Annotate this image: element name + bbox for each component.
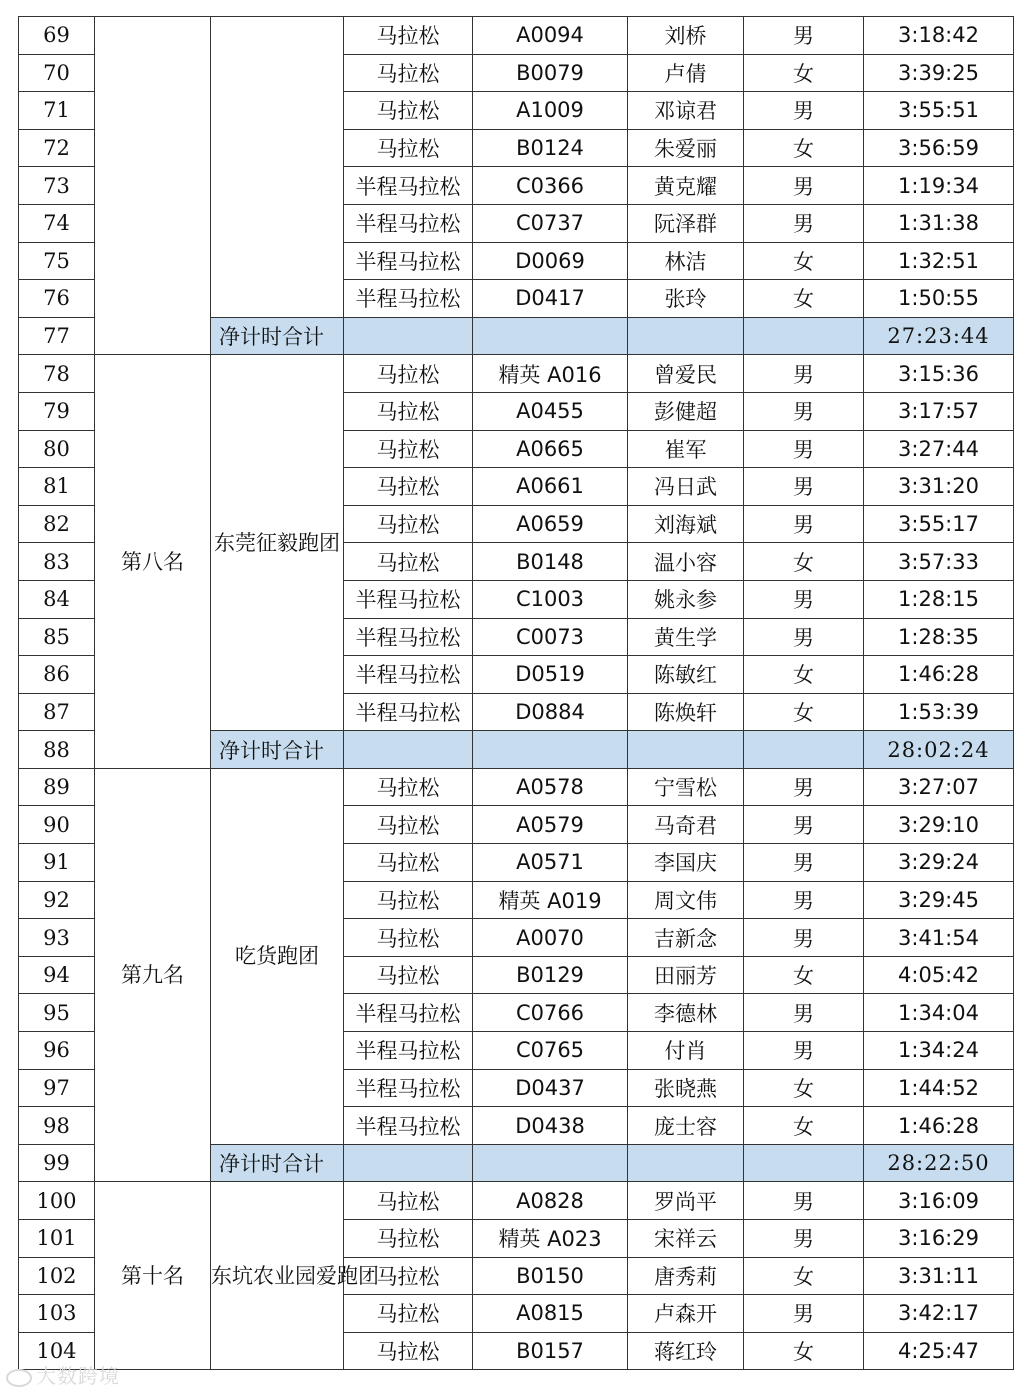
finish-time-cell: 1:28:15: [864, 580, 1014, 618]
runner-name-cell: 陈焕轩: [628, 693, 744, 731]
row-number-cell: 84: [19, 580, 95, 618]
bib-cell: B0150: [473, 1257, 628, 1295]
finish-time-cell: 1:31:38: [864, 204, 1014, 242]
runner-name-cell: 蒋红玲: [628, 1332, 744, 1370]
runner-name-cell: 刘海斌: [628, 505, 744, 543]
finish-time-cell: 3:16:29: [864, 1220, 1014, 1258]
event-cell: 马拉松: [344, 129, 473, 167]
finish-time-cell: 1:28:35: [864, 618, 1014, 656]
bib-cell: B0148: [473, 543, 628, 581]
event-cell: 马拉松: [344, 919, 473, 957]
bib-cell: A0659: [473, 505, 628, 543]
finish-time-cell: 3:57:33: [864, 543, 1014, 581]
rank-cell: 第八名: [95, 355, 211, 769]
empty-cell: [473, 731, 628, 769]
finish-time-cell: 1:32:51: [864, 242, 1014, 280]
finish-time-cell: 3:41:54: [864, 919, 1014, 957]
gender-cell: 男: [744, 392, 864, 430]
runner-name-cell: 唐秀莉: [628, 1257, 744, 1295]
runner-name-cell: 曾爱民: [628, 355, 744, 393]
weibo-logo-icon: [6, 1369, 32, 1387]
runner-name-cell: 田丽芳: [628, 956, 744, 994]
empty-cell: [344, 317, 473, 355]
gender-cell: 女: [744, 1332, 864, 1370]
event-cell: 半程马拉松: [344, 693, 473, 731]
row-number-cell: 91: [19, 844, 95, 882]
team-name-cell: 吃货跑团: [211, 768, 344, 1144]
table-row: [19, 768, 1014, 806]
bib-cell: D0519: [473, 656, 628, 694]
bib-cell: C0737: [473, 204, 628, 242]
bib-cell: A0455: [473, 392, 628, 430]
row-number-cell: 97: [19, 1069, 95, 1107]
row-number-cell: 93: [19, 919, 95, 957]
bib-cell: 精英 A019: [473, 881, 628, 919]
gender-cell: 男: [744, 618, 864, 656]
empty-cell: [744, 1144, 864, 1182]
results-table-body: [19, 17, 1014, 1370]
row-number-cell: 69: [19, 17, 95, 55]
finish-time-cell: 3:17:57: [864, 392, 1014, 430]
gender-cell: 男: [744, 355, 864, 393]
row-number-cell: 103: [19, 1295, 95, 1333]
gender-cell: 男: [744, 881, 864, 919]
gender-cell: 女: [744, 280, 864, 318]
bib-cell: 精英 A016: [473, 355, 628, 393]
gender-cell: 女: [744, 242, 864, 280]
event-cell: 马拉松: [344, 543, 473, 581]
gender-cell: 女: [744, 54, 864, 92]
row-number-cell: 102: [19, 1257, 95, 1295]
table-row: [19, 1182, 1014, 1220]
finish-time-cell: 3:55:17: [864, 505, 1014, 543]
event-cell: 马拉松: [344, 956, 473, 994]
finish-time-cell: 3:42:17: [864, 1295, 1014, 1333]
event-cell: 半程马拉松: [344, 204, 473, 242]
row-number-cell: 90: [19, 806, 95, 844]
row-number-cell: 70: [19, 54, 95, 92]
row-number-cell: 78: [19, 355, 95, 393]
event-cell: 马拉松: [344, 844, 473, 882]
runner-name-cell: 张玲: [628, 280, 744, 318]
event-cell: 马拉松: [344, 1182, 473, 1220]
gender-cell: 男: [744, 1182, 864, 1220]
net-time-total-value: 27:23:44: [864, 317, 1014, 355]
row-number-cell: 94: [19, 956, 95, 994]
bib-cell: B0124: [473, 129, 628, 167]
rank-cell: 第十名: [95, 1182, 211, 1370]
finish-time-cell: 3:31:20: [864, 468, 1014, 506]
finish-time-cell: 3:29:45: [864, 881, 1014, 919]
gender-cell: 男: [744, 580, 864, 618]
event-cell: 马拉松: [344, 392, 473, 430]
finish-time-cell: 3:16:09: [864, 1182, 1014, 1220]
runner-name-cell: 马奇君: [628, 806, 744, 844]
runner-name-cell: 邓谅君: [628, 92, 744, 130]
gender-cell: 男: [744, 1295, 864, 1333]
watermark: [6, 1360, 120, 1389]
runner-name-cell: 张晓燕: [628, 1069, 744, 1107]
table-row: [19, 17, 1014, 55]
bib-cell: A0579: [473, 806, 628, 844]
row-number-cell: 99: [19, 1144, 95, 1182]
empty-cell: [628, 731, 744, 769]
event-cell: 马拉松: [344, 355, 473, 393]
bib-cell: A0571: [473, 844, 628, 882]
empty-cell: [628, 317, 744, 355]
gender-cell: 男: [744, 1220, 864, 1258]
bib-cell: C0765: [473, 1032, 628, 1070]
event-cell: 半程马拉松: [344, 994, 473, 1032]
finish-time-cell: 1:50:55: [864, 280, 1014, 318]
bib-cell: 精英 A023: [473, 1220, 628, 1258]
runner-name-cell: 崔军: [628, 430, 744, 468]
gender-cell: 女: [744, 693, 864, 731]
bib-cell: A0094: [473, 17, 628, 55]
gender-cell: 女: [744, 129, 864, 167]
runner-name-cell: 姚永参: [628, 580, 744, 618]
gender-cell: 男: [744, 768, 864, 806]
row-number-cell: 92: [19, 881, 95, 919]
finish-time-cell: 3:55:51: [864, 92, 1014, 130]
runner-name-cell: 宋祥云: [628, 1220, 744, 1258]
gender-cell: 男: [744, 167, 864, 205]
net-time-total-label: 净计时合计: [211, 317, 344, 355]
gender-cell: 女: [744, 1107, 864, 1145]
event-cell: 马拉松: [344, 1257, 473, 1295]
gender-cell: 男: [744, 844, 864, 882]
event-cell: 半程马拉松: [344, 167, 473, 205]
bib-cell: B0157: [473, 1332, 628, 1370]
finish-time-cell: 1:46:28: [864, 656, 1014, 694]
bib-cell: D0438: [473, 1107, 628, 1145]
team-name-cell: [211, 17, 344, 318]
event-cell: 马拉松: [344, 881, 473, 919]
gender-cell: 男: [744, 1032, 864, 1070]
row-number-cell: 88: [19, 731, 95, 769]
event-cell: 马拉松: [344, 1332, 473, 1370]
bib-cell: D0437: [473, 1069, 628, 1107]
rank-cell: [95, 17, 211, 355]
gender-cell: 男: [744, 994, 864, 1032]
watermark-text: 大数跨境: [36, 1364, 120, 1388]
finish-time-cell: 3:18:42: [864, 17, 1014, 55]
event-cell: 马拉松: [344, 54, 473, 92]
finish-time-cell: 4:25:47: [864, 1332, 1014, 1370]
row-number-cell: 75: [19, 242, 95, 280]
table-row: [19, 355, 1014, 393]
runner-name-cell: 宁雪松: [628, 768, 744, 806]
gender-cell: 女: [744, 1257, 864, 1295]
finish-time-cell: 1:53:39: [864, 693, 1014, 731]
event-cell: 马拉松: [344, 17, 473, 55]
gender-cell: 女: [744, 1069, 864, 1107]
event-cell: 半程马拉松: [344, 1032, 473, 1070]
bib-cell: C0366: [473, 167, 628, 205]
gender-cell: 男: [744, 468, 864, 506]
row-number-cell: 96: [19, 1032, 95, 1070]
runner-name-cell: 朱爱丽: [628, 129, 744, 167]
bib-cell: B0079: [473, 54, 628, 92]
bib-cell: A0665: [473, 430, 628, 468]
event-cell: 半程马拉松: [344, 242, 473, 280]
gender-cell: 男: [744, 919, 864, 957]
finish-time-cell: 3:29:24: [864, 844, 1014, 882]
runner-name-cell: 黄克耀: [628, 167, 744, 205]
runner-name-cell: 刘桥: [628, 17, 744, 55]
runner-name-cell: 周文伟: [628, 881, 744, 919]
runner-name-cell: 冯日武: [628, 468, 744, 506]
empty-cell: [344, 731, 473, 769]
bib-cell: A0815: [473, 1295, 628, 1333]
empty-cell: [744, 317, 864, 355]
gender-cell: 女: [744, 956, 864, 994]
row-number-cell: 72: [19, 129, 95, 167]
runner-name-cell: 付肖: [628, 1032, 744, 1070]
bib-cell: A0070: [473, 919, 628, 957]
event-cell: 半程马拉松: [344, 656, 473, 694]
runner-name-cell: 阮泽群: [628, 204, 744, 242]
net-time-total-value: 28:22:50: [864, 1144, 1014, 1182]
gender-cell: 男: [744, 430, 864, 468]
gender-cell: 男: [744, 806, 864, 844]
finish-time-cell: 3:39:25: [864, 54, 1014, 92]
runner-name-cell: 林洁: [628, 242, 744, 280]
row-number-cell: 82: [19, 505, 95, 543]
event-cell: 半程马拉松: [344, 280, 473, 318]
row-number-cell: 98: [19, 1107, 95, 1145]
empty-cell: [344, 1144, 473, 1182]
finish-time-cell: 4:05:42: [864, 956, 1014, 994]
rank-cell: 第九名: [95, 768, 211, 1182]
bib-cell: D0069: [473, 242, 628, 280]
event-cell: 马拉松: [344, 1295, 473, 1333]
empty-cell: [473, 317, 628, 355]
team-name-cell: 东坑农业园爱跑团: [211, 1182, 344, 1370]
gender-cell: 男: [744, 92, 864, 130]
net-time-total-label: 净计时合计: [211, 731, 344, 769]
row-number-cell: 77: [19, 317, 95, 355]
row-number-cell: 73: [19, 167, 95, 205]
finish-time-cell: 1:34:24: [864, 1032, 1014, 1070]
row-number-cell: 101: [19, 1220, 95, 1258]
runner-name-cell: 陈敏红: [628, 656, 744, 694]
net-time-total-label: 净计时合计: [211, 1144, 344, 1182]
event-cell: 马拉松: [344, 430, 473, 468]
bib-cell: A0578: [473, 768, 628, 806]
runner-name-cell: 李德林: [628, 994, 744, 1032]
runner-name-cell: 庞士容: [628, 1107, 744, 1145]
bib-cell: B0129: [473, 956, 628, 994]
row-number-cell: 89: [19, 768, 95, 806]
empty-cell: [744, 731, 864, 769]
row-number-cell: 76: [19, 280, 95, 318]
event-cell: 马拉松: [344, 806, 473, 844]
event-cell: 半程马拉松: [344, 1069, 473, 1107]
finish-time-cell: 1:44:52: [864, 1069, 1014, 1107]
bib-cell: A1009: [473, 92, 628, 130]
bib-cell: C1003: [473, 580, 628, 618]
finish-time-cell: 1:34:04: [864, 994, 1014, 1032]
event-cell: 马拉松: [344, 92, 473, 130]
runner-name-cell: 吉新念: [628, 919, 744, 957]
gender-cell: 女: [744, 543, 864, 581]
event-cell: 马拉松: [344, 768, 473, 806]
row-number-cell: 100: [19, 1182, 95, 1220]
event-cell: 半程马拉松: [344, 618, 473, 656]
results-table: [18, 16, 1014, 1370]
team-name-cell: 东莞征毅跑团: [211, 355, 344, 731]
runner-name-cell: 罗尚平: [628, 1182, 744, 1220]
finish-time-cell: 3:27:44: [864, 430, 1014, 468]
event-cell: 马拉松: [344, 468, 473, 506]
row-number-cell: 85: [19, 618, 95, 656]
bib-cell: C0073: [473, 618, 628, 656]
event-cell: 马拉松: [344, 505, 473, 543]
finish-time-cell: 1:46:28: [864, 1107, 1014, 1145]
row-number-cell: 87: [19, 693, 95, 731]
empty-cell: [473, 1144, 628, 1182]
gender-cell: 男: [744, 204, 864, 242]
runner-name-cell: 彭健超: [628, 392, 744, 430]
runner-name-cell: 卢森开: [628, 1295, 744, 1333]
bib-cell: A0828: [473, 1182, 628, 1220]
finish-time-cell: 3:27:07: [864, 768, 1014, 806]
event-cell: 半程马拉松: [344, 580, 473, 618]
gender-cell: 女: [744, 656, 864, 694]
runner-name-cell: 温小容: [628, 543, 744, 581]
bib-cell: D0884: [473, 693, 628, 731]
event-cell: 半程马拉松: [344, 1107, 473, 1145]
row-number-cell: 104: [19, 1332, 95, 1370]
row-number-cell: 81: [19, 468, 95, 506]
row-number-cell: 80: [19, 430, 95, 468]
row-number-cell: 71: [19, 92, 95, 130]
bib-cell: D0417: [473, 280, 628, 318]
finish-time-cell: 3:29:10: [864, 806, 1014, 844]
gender-cell: 男: [744, 17, 864, 55]
finish-time-cell: 3:15:36: [864, 355, 1014, 393]
row-number-cell: 86: [19, 656, 95, 694]
bib-cell: C0766: [473, 994, 628, 1032]
row-number-cell: 95: [19, 994, 95, 1032]
event-cell: 马拉松: [344, 1220, 473, 1258]
runner-name-cell: 李国庆: [628, 844, 744, 882]
finish-time-cell: 1:19:34: [864, 167, 1014, 205]
gender-cell: 男: [744, 505, 864, 543]
bib-cell: A0661: [473, 468, 628, 506]
finish-time-cell: 3:56:59: [864, 129, 1014, 167]
finish-time-cell: 3:31:11: [864, 1257, 1014, 1295]
runner-name-cell: 黄生学: [628, 618, 744, 656]
runner-name-cell: 卢倩: [628, 54, 744, 92]
row-number-cell: 74: [19, 204, 95, 242]
net-time-total-value: 28:02:24: [864, 731, 1014, 769]
row-number-cell: 83: [19, 543, 95, 581]
empty-cell: [628, 1144, 744, 1182]
row-number-cell: 79: [19, 392, 95, 430]
